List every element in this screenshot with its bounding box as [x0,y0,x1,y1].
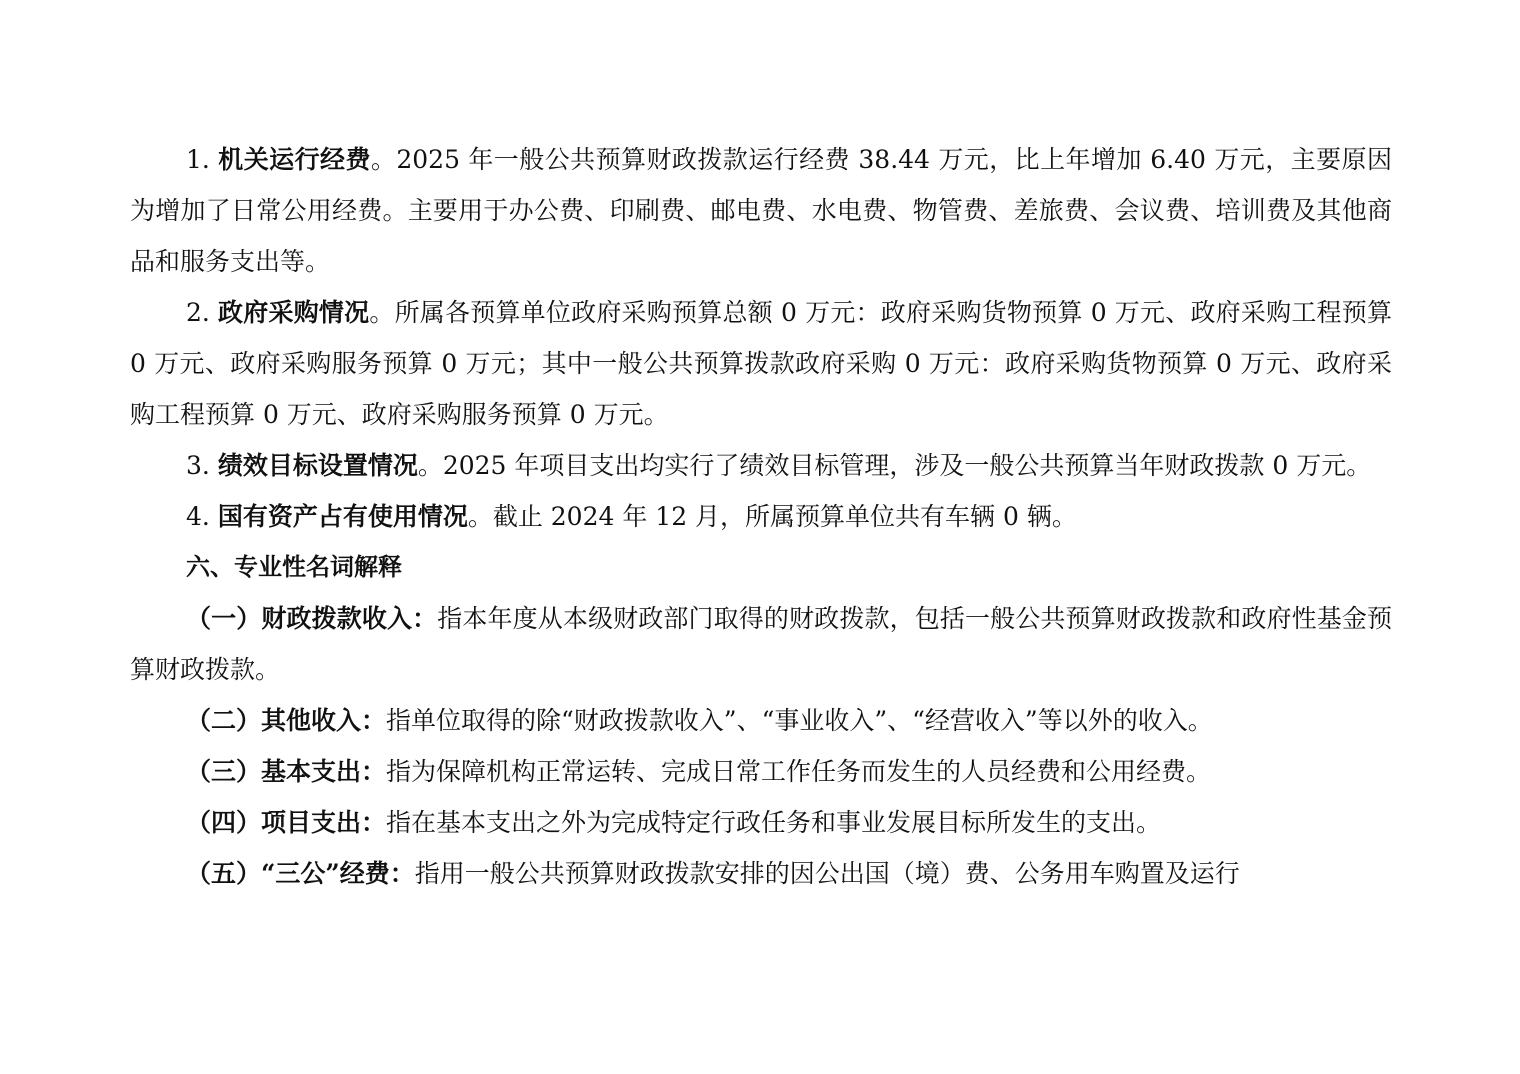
item-text: 。截止 2024 年 12 月，所属预算单位共有车辆 0 辆。 [467,502,1077,531]
item-text: 。2025 年项目支出均实行了绩效目标管理，涉及一般公共预算当年财政拨款 0 万元。 [417,451,1372,480]
term-text: 指在基本支出之外为完成特定行政任务和事业发展目标所发生的支出。 [386,808,1162,837]
item-paragraph-4 [130,491,1392,542]
section-heading: 六、专业性名词解释 [186,553,402,581]
item-title: 国有资产占有使用情况 [217,502,468,531]
item-paragraph-2 [130,287,1392,440]
term-label: （三）基本支出： [186,757,387,786]
item-title: 绩效目标设置情况 [217,451,418,480]
term-text: 指用一般公共预算财政拨款安排的因公出国（境）费、公务用车购置及运行 [414,859,1240,888]
term-paragraph-4 [130,797,1392,848]
term-paragraph-3 [130,746,1392,797]
item-text: 。所属各预算单位政府采购预算总额 0 万元：政府采购货物预算 0 万元、政府采购工程预算 0 万元、政府采购服务预算 0 万元；其中一般公共预算拨款政府采购 0 万元：政府采购货物预算 0 万元、政府采购工程预算 0 万元、政府采购服务预算 0 万元。 [130,298,1392,429]
item-number: 4. [186,502,218,531]
item-title: 政府采购情况 [218,298,370,327]
term-label: （四）项目支出： [186,808,387,837]
term-label: （五）“三公”经费： [186,859,415,888]
item-number: 2. [186,298,219,327]
term-label: （一）财政拨款收入： [186,604,438,633]
term-paragraph-1 [130,593,1392,695]
item-paragraph-3 [130,440,1392,491]
item-paragraph-1 [130,134,1392,287]
document-page [130,134,1392,899]
term-paragraph-5 [130,848,1392,899]
term-text: 指为保障机构正常运转、完成日常工作任务而发生的人员经费和公用经费。 [386,757,1212,786]
item-number: 1. [186,145,219,174]
item-title: 机关运行经费 [218,145,371,174]
term-text: 指本年度从本级财政部门取得的财政拨款，包括一般公共预算财政拨款和政府性基金预算财政拨款。 [130,604,1392,684]
term-text: 指单位取得的除“财政拨款收入”、“事业收入”、“经营收入”等以外的收入。 [386,706,1213,735]
term-label: （二）其他收入： [186,706,387,735]
item-number: 3. [186,451,218,480]
item-text: 。2025 年一般公共预算财政拨款运行经费 38.44 万元，比上年增加 6.40 万元，主要原因为增加了日常公用经费。主要用于办公费、印刷费、邮电费、水电费、物管费、差旅费、会议费、培训费及其他商品和服务支出等。 [130,145,1392,276]
term-paragraph-2 [130,695,1392,746]
